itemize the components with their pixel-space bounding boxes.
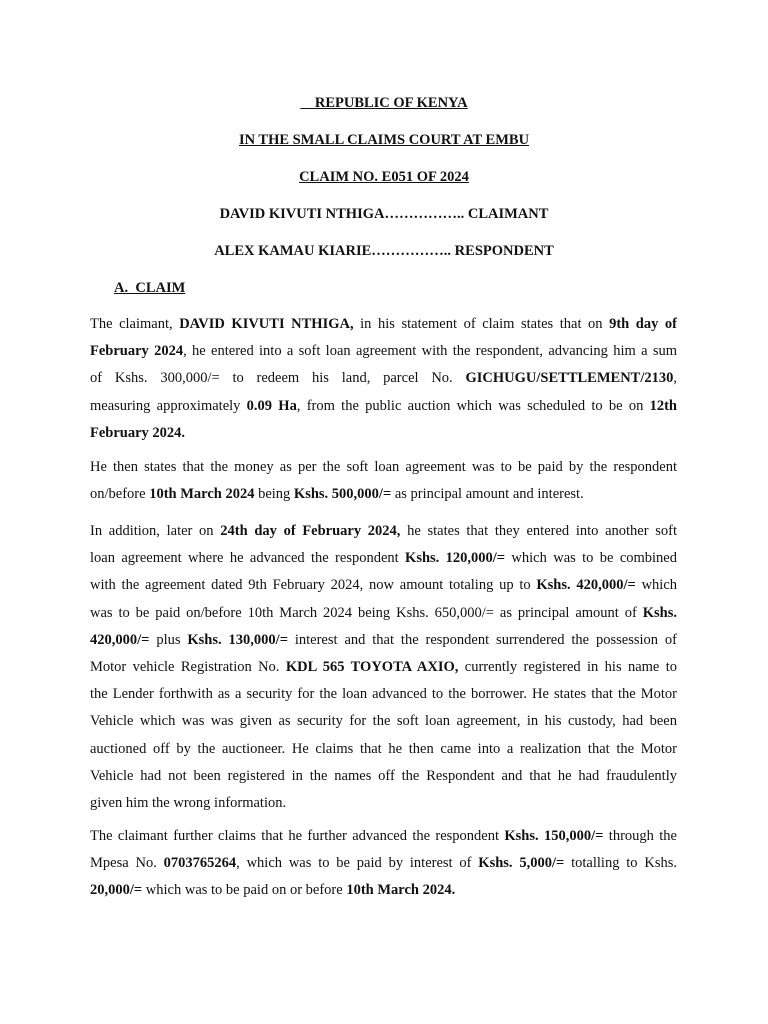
bold-text: Kshs. 150,000/= [504,828,604,844]
body-text: totalling to Kshs. [564,855,677,872]
paragraph-line [90,708,677,735]
body-text: The claimant, [90,316,180,332]
bold-text: 12th [649,397,677,414]
paragraph-1 [90,311,677,447]
bold-text: February 2024. [90,424,186,441]
paragraph-line [90,518,677,545]
bold-text: 9th day of [609,316,677,332]
body-text: currently registered in his name to [458,659,677,676]
paragraph-line [90,736,677,763]
bold-text: 0703765264 [163,855,237,872]
body-text: which [635,577,678,594]
body-text: being [254,486,294,503]
header-claim-number: CLAIM NO. E051 OF 2024 [299,169,469,185]
body-text: Vehicle had not been registered in the names off the Respondent and that he had fraudulently [90,767,677,784]
bold-text: Kshs. 420,000/= [536,577,636,594]
paragraph-line [90,365,677,392]
body-text: plus [149,631,188,648]
header-court: IN THE SMALL CLAIMS COURT AT EMBU [238,132,530,148]
body-text: the Lender forthwith as a security for the loan advanced to the borrower. He states that the Motor [90,686,677,703]
bold-text: Kshs. 120,000/= [405,550,506,567]
bold-text: 20,000/= [90,882,143,899]
body-text: loan agreement where he advanced the respondent [90,550,406,567]
header-republic: REPUBLIC OF KENYA [300,95,468,111]
body-text: of Kshs. 300,000/= to redeem his land, parcel No. [90,370,466,387]
paragraph-line [90,681,677,708]
body-text: on/before [90,486,150,503]
body-text: Motor vehicle Registration No. [90,659,286,676]
body-text: was to be paid on/before 10th March 2024 being Kshs. 650,000/= as principal amount of [90,604,643,621]
body-text: He then states that the money as per the soft loan agreement was to be paid by the respondent [90,459,677,475]
body-text: he states that they entered into another soft [400,523,677,539]
paragraph-line [90,420,677,447]
header-claimant: DAVID KIVUTI NTHIGA…………….. CLAIMANT [219,206,549,222]
paragraph-3 [90,518,677,817]
body-text: which was to be paid on or before [142,882,347,899]
section-a-heading: A. CLAIM [114,280,186,296]
body-text: interest and that the respondent surrendered the possession of [287,631,678,648]
paragraph-line [90,481,677,508]
bold-text: Kshs. 5,000/= [478,855,565,872]
bold-text: February 2024 [90,343,184,360]
body-text: Vehicle which was was given as security for the soft loan agreement, in his custody, had been [90,713,677,730]
body-text: which was to be combined [505,550,677,567]
body-text: given him the wrong information. [90,795,287,812]
paragraph-line [90,790,677,817]
paragraph-line [90,850,677,877]
bold-text: 0.09 Ha [246,397,297,414]
paragraph-line [90,572,677,599]
body-text: as principal amount and interest. [391,486,584,503]
paragraph-line [90,654,677,681]
header-respondent: ALEX KAMAU KIARIE…………….. RESPONDENT [214,243,554,259]
body-text: in his statement of claim states that on [353,316,610,332]
paragraph-line [90,545,677,572]
body-text: In addition, later on [90,523,221,539]
bold-text: 420,000/= [90,631,150,648]
body-text: auctioned off by the auctioneer. He claims that he then came into a realization that the Motor [90,740,677,757]
bold-text: Kshs. 500,000/= [293,486,392,503]
paragraph-line [90,823,677,850]
paragraph-line [90,600,677,627]
bold-text: GICHUGU/SETTLEMENT/2130 [465,370,674,387]
paragraph-line [90,338,677,365]
bold-text: 10th March 2024. [346,882,456,899]
body-text: , from the public auction which was scheduled to be on [296,397,650,414]
body-text: through the [603,828,677,844]
paragraph-4 [90,823,677,905]
paragraph-line [90,454,677,481]
body-text: , which was to be paid by interest of [236,855,479,872]
bold-text: Kshs. 130,000/= [187,631,288,648]
body-text: Mpesa No. [90,855,164,872]
bold-text: 24th day of February 2024, [220,523,401,539]
paragraph-2 [90,454,677,508]
body-text: measuring approximately [90,397,247,414]
paragraph-line [90,627,677,654]
paragraph-line [90,763,677,790]
body-text: The claimant further claims that he further advanced the respondent [90,828,505,844]
body-text: , [673,370,677,387]
paragraph-line [90,393,677,420]
bold-text: DAVID KIVUTI NTHIGA, [179,316,354,332]
paragraph-line [90,877,677,904]
body-text: with the agreement dated 9th February 2024, now amount totaling up to [90,577,537,594]
bold-text: 10th March 2024 [149,486,255,503]
bold-text: Kshs. [642,604,677,621]
body-text: , he entered into a soft loan agreement with the respondent, advancing him a sum [183,343,677,360]
paragraph-line [90,311,677,338]
bold-text: KDL 565 TOYOTA AXIO, [285,659,459,676]
